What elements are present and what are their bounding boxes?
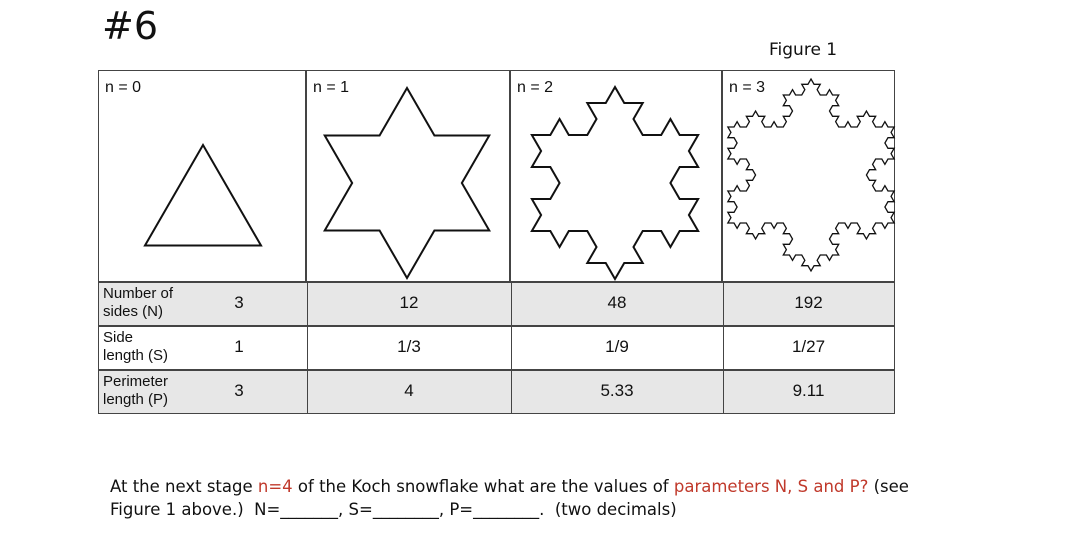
table-row-sides: [98, 282, 895, 326]
question-stage-highlight: n=4: [257, 477, 293, 496]
row-header: [103, 285, 203, 321]
stage-cell-n0: [98, 70, 306, 282]
stage-label: n = 1: [313, 79, 350, 96]
row-header-line: sides (N): [103, 303, 164, 320]
cell-value: 9.11: [792, 381, 825, 400]
cell-value: 1/27: [791, 337, 826, 356]
cell-value: 192: [794, 293, 823, 312]
row-header-line: Number of: [103, 285, 174, 302]
cell-value: 12: [399, 293, 419, 312]
cell-value: 4: [404, 381, 414, 400]
cell-value: 3: [234, 381, 244, 400]
stage-cell-n3: [722, 70, 895, 282]
question-text-line1: [110, 477, 909, 496]
koch-stage-2-image: [511, 71, 723, 283]
row-header-line: Side: [103, 329, 134, 346]
question-segment: (see: [868, 477, 909, 496]
row-header-line: Perimeter: [103, 373, 169, 390]
stage-cell-n2: [510, 70, 722, 282]
table-row-side-length: [98, 326, 895, 370]
row-header-line: length (S): [103, 347, 169, 364]
table-row-perimeter: [98, 370, 895, 414]
koch-curve-n1: [325, 88, 490, 278]
stage-label: n = 3: [729, 79, 766, 96]
koch-stage-1-image: [307, 71, 511, 283]
figure-caption: Figure 1: [769, 40, 838, 60]
cell-value: 1/3: [397, 337, 421, 356]
row-header-line: length (P): [103, 391, 169, 408]
row-header: [103, 329, 203, 365]
stage-cell-n1: [306, 70, 510, 282]
koch-stage-3-image: [723, 71, 896, 283]
stage-label: n = 0: [105, 79, 142, 96]
question-segment: At the next stage: [110, 477, 258, 496]
koch-stage-0-image: [99, 71, 307, 283]
cell-value: 3: [234, 293, 244, 312]
question-text-line2: Figure 1 above.) N=_______, S=________, P=________. (two decimals): [110, 500, 677, 519]
cell-value: 48: [607, 293, 627, 312]
cell-value: 5.33: [600, 381, 634, 400]
cell-value: 1/9: [605, 337, 629, 356]
stage-label: n = 2: [517, 79, 554, 96]
question-segment: of the Koch snowflake what are the values of: [292, 477, 674, 496]
question-parameters-highlight: parameters N, S and P?: [673, 477, 869, 496]
row-header: [103, 373, 203, 409]
problem-number: #6: [102, 4, 159, 48]
cell-value: 1: [234, 337, 244, 356]
koch-curve-n2: [532, 87, 698, 279]
koch-curve-n3: [728, 79, 894, 271]
koch-curve-n0: [145, 145, 261, 246]
